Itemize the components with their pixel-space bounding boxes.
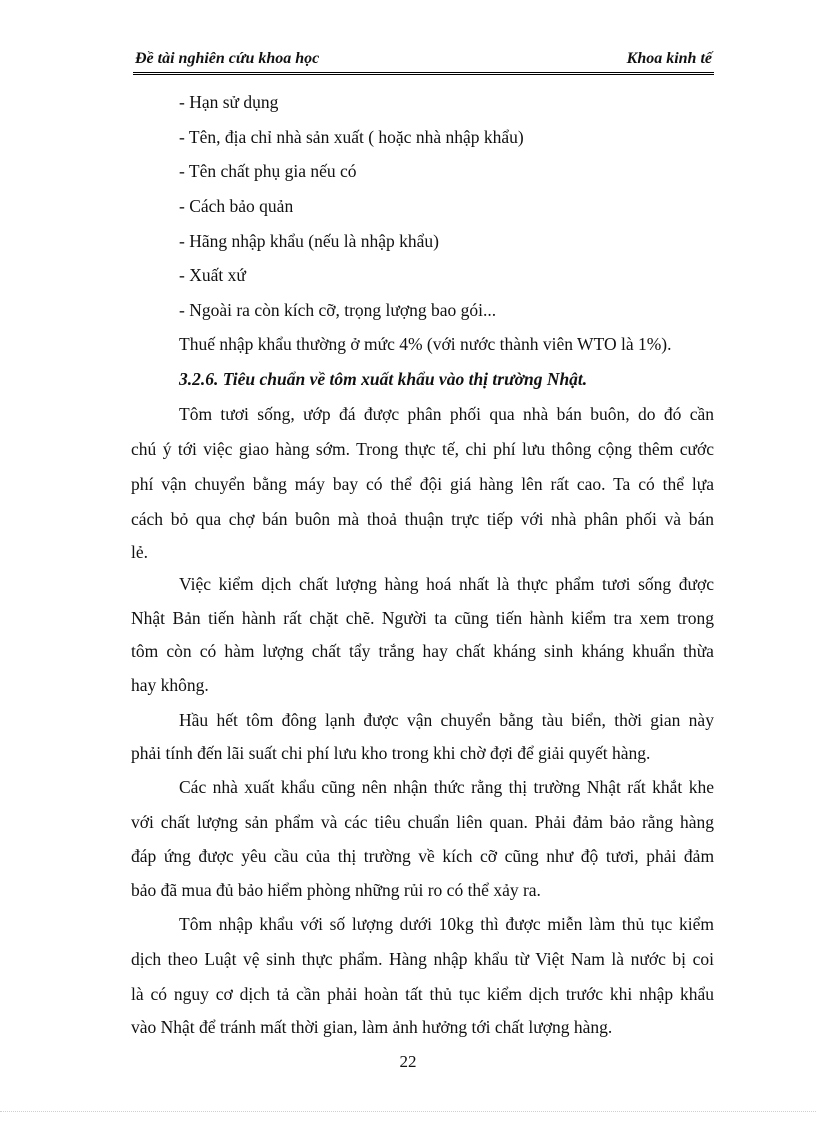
bullet-item: - Hạn sử dụng (179, 92, 279, 112)
paragraph-line: đáp ứng được yêu cầu của thị trường về kích cỡ cũng như độ tươi, phải đảm (131, 846, 715, 866)
section-heading: 3.2.6. Tiêu chuẩn về tôm xuất khẩu vào thị trường Nhật. (179, 369, 588, 389)
paragraph-line: tôm còn có hàm lượng chất tẩy trắng hay chất kháng sinh kháng khuẩn thừa (131, 641, 714, 661)
paragraph-line: Hầu hết tôm đông lạnh được vận chuyển bằng tàu biển, thời gian này (179, 710, 714, 730)
header-title-left: Đề tài nghiên cứu khoa học (135, 50, 320, 67)
bullet-item: - Tên, địa chỉ nhà sản xuất ( hoặc nhà nhập khẩu) (179, 127, 524, 147)
paragraph-line: Tôm nhập khẩu với số lượng dưới 10kg thì được miễn làm thủ tục kiểm (179, 914, 714, 934)
tax-rate-line: Thuế nhập khẩu thường ở mức 4% (với nước thành viên WTO là 1%). (179, 334, 672, 354)
bullet-item: - Tên chất phụ gia nếu có (179, 161, 357, 181)
paragraph-line: hay không. (131, 675, 209, 695)
page-bottom-divider (0, 1111, 816, 1112)
paragraph-line: là có nguy cơ dịch tả cần phải hoàn tất thủ tục kiểm dịch trước khi nhập khẩu (131, 984, 715, 1004)
paragraph-line: Việc kiểm dịch chất lượng hàng hoá nhất là thực phẩm tươi sống được (179, 574, 715, 594)
paragraph-line: Tôm tươi sống, ướp đá được phân phối qua nhà bán buôn, do đó cần (179, 404, 715, 424)
paragraph-line: Nhật Bản tiến hành rất chặt chẽ. Người ta cũng tiến hành kiểm tra xem trong (131, 608, 714, 628)
header-title-right: Khoa kinh tế (626, 50, 712, 67)
bullet-item: - Xuất xứ (179, 265, 246, 285)
paragraph-line: vào Nhật để tránh mất thời gian, làm ảnh hưởng tới chất lượng hàng. (131, 1017, 613, 1037)
paragraph-line: với chất lượng sản phẩm và các tiêu chuẩn liên quan. Phải đảm bảo rằng hàng (131, 812, 714, 832)
paragraph-line: phí vận chuyển bằng máy bay có thể đội giá hàng lên rất cao. Ta có thể lựa (131, 474, 715, 494)
paragraph-line: lẻ. (131, 542, 149, 562)
bullet-item: - Hãng nhập khẩu (nếu là nhập khẩu) (179, 231, 439, 251)
paragraph-line: bảo đã mua đủ bảo hiểm phòng những rủi ro có thể xảy ra. (131, 880, 541, 900)
paragraph-line: dịch theo Luật vệ sinh thực phẩm. Hàng nhập khẩu từ Việt Nam là nước bị coi (131, 949, 714, 969)
paragraph-line: Các nhà xuất khẩu cũng nên nhận thức rằng thị trường Nhật rất khắt khe (179, 777, 714, 797)
paragraph-line: cách bỏ qua chợ bán buôn mà thoả thuận trực tiếp với nhà phân phối và bán (131, 509, 714, 529)
page-header (133, 48, 714, 75)
bullet-item: - Ngoài ra còn kích cỡ, trọng lượng bao gói... (179, 300, 497, 320)
paragraph-line: chú ý tới việc giao hàng sớm. Trong thực tế, chi phí lưu thông cộng thêm cước (131, 439, 714, 459)
bullet-item: - Cách bảo quản (179, 196, 294, 216)
page-number: 22 (399, 1052, 417, 1071)
paragraph-line: phải tính đến lãi suất chi phí lưu kho trong khi chờ đợi để giải quyết hàng. (131, 743, 651, 763)
